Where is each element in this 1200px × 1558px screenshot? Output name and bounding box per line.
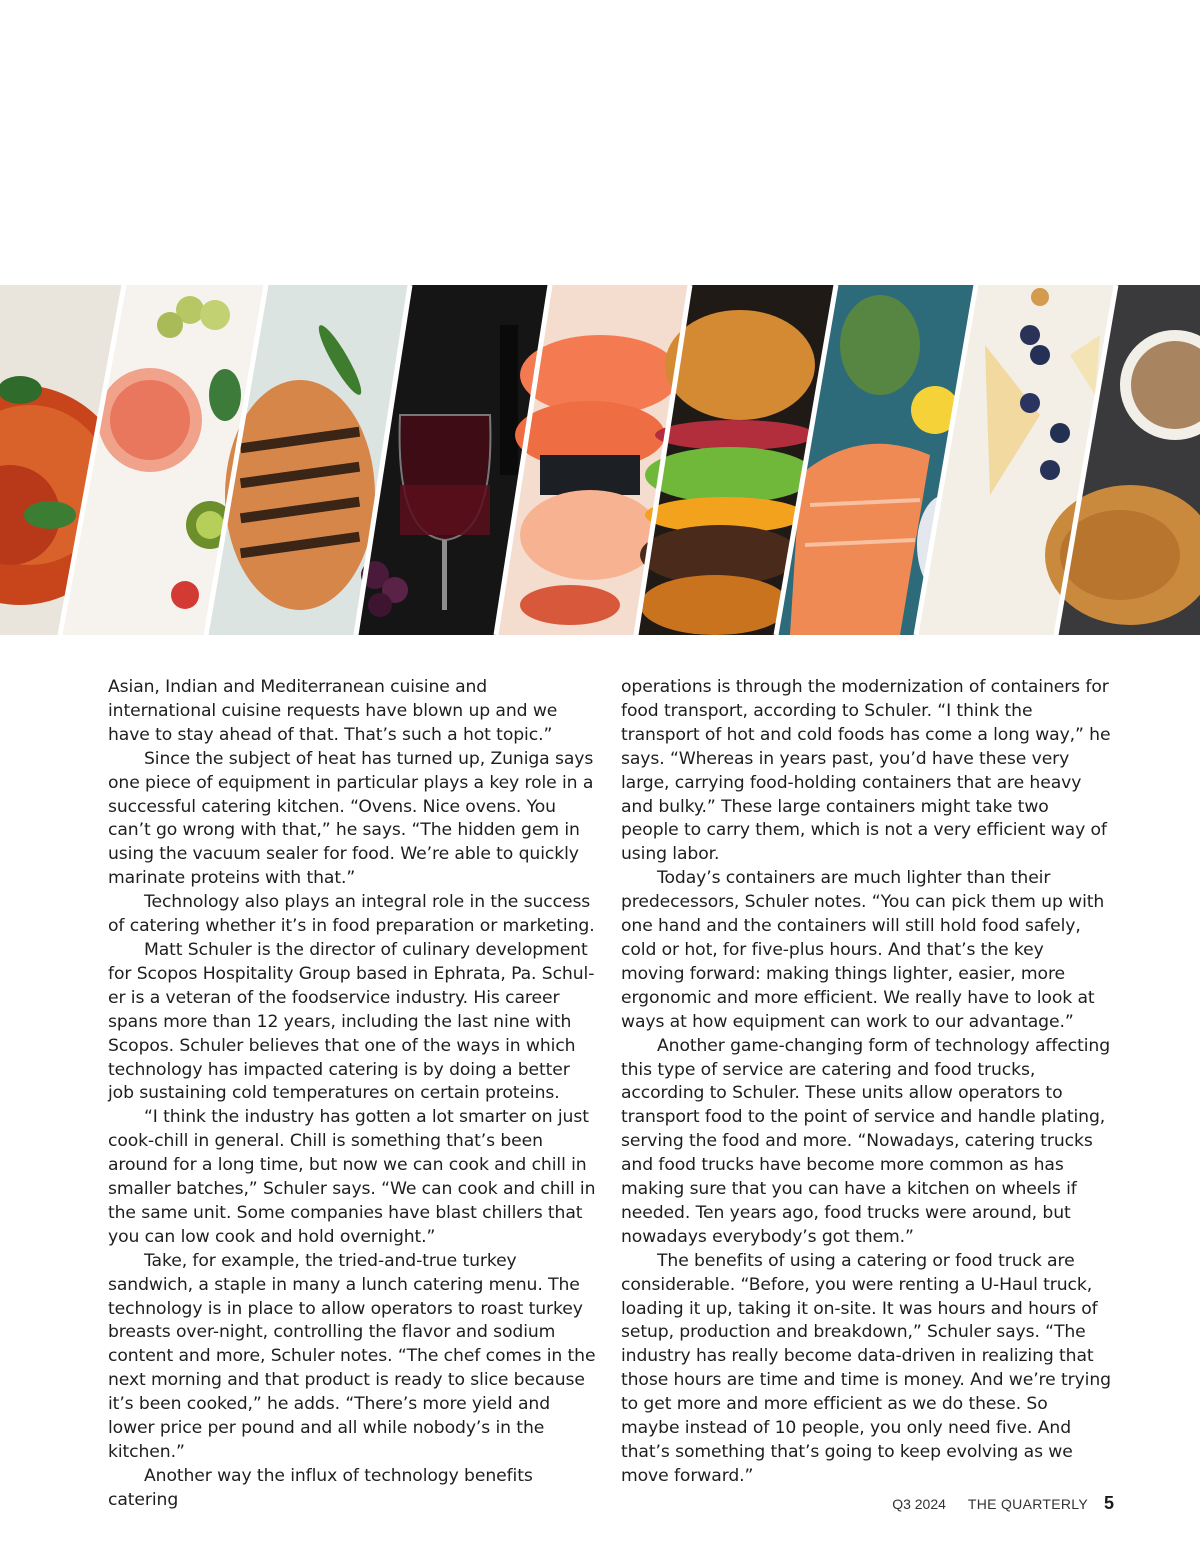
paragraph: Today’s containers are much lighter than their predecessors, Schuler notes. “You can pick them up with one hand and the containers will still hold food safely, cold or hot, for five-plus hours. And that’s the key moving forward: making things lighter, easier, more ergonomic and more efficient. We really have to look at ways at how equipment can work to our advantage.” [621, 868, 1105, 1032]
issue-label: Q3 2024 [892, 1496, 946, 1512]
paragraph: Another game-changing form of technology affecting this type of service are catering and food trucks, according to Schuler. These units allow operators to transport food to the point of service and handle plating, serving the food and more. “Nowadays, catering trucks and food trucks have become more common as has making sure that you can have a kitchen on wheels if needed. Ten years ago, food trucks were around, but nowadays everybody’s got them.” [621, 1035, 1111, 1247]
food-collage-image [0, 285, 1200, 635]
article-left-column [108, 676, 598, 1513]
magazine-name: THE QUARTERLY [967, 1496, 1088, 1512]
page-number: 5 [1103, 1493, 1114, 1513]
paragraph: Take, for example, the tried-and-true turkey sandwich, a staple in many a lunch catering menu. The technology is in place to allow operators to roast turkey breasts over-night, controlling the flavor and sodium content and more, Schuler notes. “The chef comes in the next morning and that product is ready to slice because it’s been cooked,” he adds. “There’s more yield and lower price per pound and all while nobody’s in the kitchen.” [108, 1250, 596, 1462]
paragraph: Technology also plays an integral role in the success of catering whether it’s in food preparation or marketing. [108, 892, 595, 937]
paragraph: operations is through the modernization of containers for food transport, according to Schuler. “I think the transport of hot and cold foods has come a long way,” he says. “Whereas in years past, you’d have these very large, carrying food-holding containers that are heavy and bulky.” These large containers might take two people to carry them, which is not a very efficient way of using labor. [621, 677, 1111, 865]
article-right-column [621, 676, 1111, 1489]
paragraph: Matt Schuler is the director of culinary development for Scopos Hospitality Group based in Ephrata, Pa. Schul-er is a veteran of the foodservice industry. His career spans more than 12 years, including the last nine with Scopos. Schuler believes that one of the ways in which technology has impacted catering is by doing a better job sustaining cold temperatures on certain proteins. [108, 939, 595, 1104]
paragraph: The benefits of using a catering or food truck are considerable. “Before, you were renting a U-Haul truck, loading it up, taking it on-site. It was hours and hours of setup, production and breakdown,” Schuler says. “The industry has really become data-driven in realizing that those hours are time and time is money. And we’re trying to get more and more efficient as we do these. So maybe instead of 10 people, you only need five. And that’s something that’s going to keep evolving as we move forward.” [621, 1250, 1111, 1486]
paragraph: “I think the industry has gotten a lot smarter on just cook-chill in general. Chill is something that’s been around for a long time, but now we can cook and chill in smaller batches,” Schuler says. “We can cook and chill in the same unit. Some companies have blast chillers that you can low cook and hold overnight.” [108, 1107, 596, 1247]
paragraph: Since the subject of heat has turned up, Zuniga says one piece of equipment in particular plays a key role in a successful catering kitchen. “Ovens. Nice ovens. You can’t go wrong with that,” he says. “The hidden gem in using the vacuum sealer for food. We’re able to quickly marinate proteins with that.” [108, 748, 594, 889]
paragraph: Asian, Indian and Mediterranean cuisine and international cuisine requests have blown up and we have to stay ahead of that. That’s such a hot topic.” [108, 677, 558, 745]
food-collage-banner [0, 285, 1200, 635]
paragraph: Another way the influx of technology benefits catering [108, 1465, 533, 1510]
page-footer [892, 1493, 1114, 1514]
